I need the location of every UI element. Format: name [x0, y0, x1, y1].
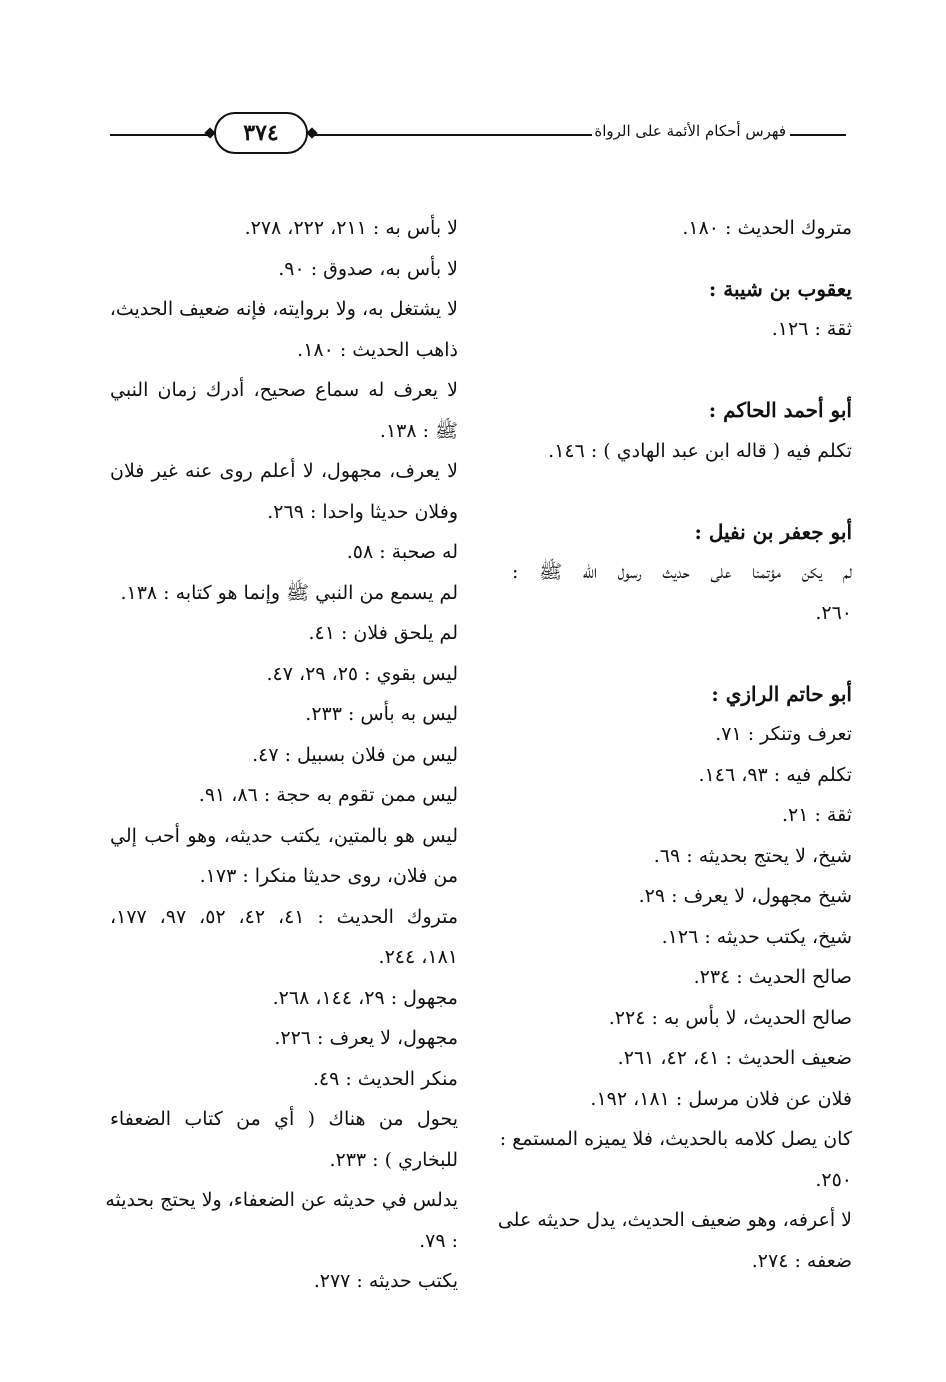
- entry-line: لا أعرفه، وهو ضعيف الحديث، يدل حديثه على: [497, 1209, 852, 1231]
- entry-line: شيخ، لا يحتج بحديثه : ٦٩.: [653, 844, 852, 867]
- entry-line: تعرف وتنكر : ٧١.: [715, 723, 852, 745]
- running-title: فهرس أحكام الأئمة على الرواة: [594, 122, 786, 140]
- entry-line: ليس هو بالمتين، يكتب حديثه، وهو أحب إلي: [110, 824, 458, 847]
- entry-line: منكر الحديث : ٤٩.: [312, 1067, 458, 1090]
- entry-line: لا بأس به، صدوق : ٩٠.: [278, 257, 458, 280]
- section-heading-abu-jafar-ibn-nufayl: أبو جعفر بن نفيل :: [694, 519, 852, 544]
- entry-line: للبخاري ) : ٢٣٣.: [329, 1148, 458, 1171]
- header-rule-middle: [310, 134, 610, 136]
- entry-line: ليس به بأس : ٢٣٣.: [305, 703, 458, 725]
- entry-line: شيخ، يكتب حديثه : ١٢٦.: [661, 925, 852, 948]
- entry-line: لا بأس به : ٢١١، ٢٢٢، ٢٧٨.: [244, 217, 458, 239]
- header-rule-left: [110, 134, 212, 136]
- entry-line: لم يلحق فلان : ٤١.: [308, 622, 458, 644]
- entry-line: يكتب حديثه : ٢٧٧.: [313, 1270, 458, 1292]
- entry-line: : ٧٩.: [419, 1229, 458, 1252]
- entry-line: تكلم فيه ( قاله ابن عبد الهادي ) : ١٤٦.: [548, 439, 852, 462]
- entry-line: وفلان حديثا واحدا : ٢٦٩.: [267, 500, 458, 523]
- entry-line: يحول من هناك ( أي من كتاب الضعفاء: [110, 1108, 458, 1130]
- entry-line: مجهول، لا يعرف : ٢٢٦.: [274, 1027, 458, 1049]
- section-heading-abu-ahmad-al-hakim: أبو أحمد الحاكم :: [708, 398, 852, 422]
- entry-line: متروك الحديث : ٤١، ٤٢، ٥٢، ٩٧، ١٧٧،: [110, 905, 459, 928]
- entry-line: ضعيف الحديث : ٤١، ٤٢، ٢٦١.: [617, 1047, 852, 1069]
- entry-line: صالح الحديث، لا بأس به : ٢٢٤.: [608, 1006, 852, 1029]
- entry-line: ليس بقوي : ٢٥، ٢٩، ٤٧.: [266, 662, 458, 685]
- entry-line: تكلم فيه : ٩٣، ١٤٦.: [698, 763, 852, 786]
- entry-line: يدلس في حديثه عن الضعفاء، ولا يحتج بحديثه: [105, 1189, 458, 1211]
- entry-line: لا يعرف، مجهول، لا أعلم روى عنه غير فلان: [110, 460, 458, 482]
- page-number: ٣٧٤: [243, 120, 279, 146]
- entry-line: لا يعرف له سماع صحيح، أدرك زمان النبي: [110, 379, 458, 401]
- header-rule-right: [790, 134, 846, 136]
- entry-line: لم يكن مؤتمنا على حديث رسول الله ﷺ :: [512, 561, 852, 583]
- section-heading-abu-hatim-al-razi: أبو حاتم الرازي :: [711, 681, 852, 706]
- left-column: [105, 208, 459, 1302]
- page-number-ornament: [214, 112, 308, 154]
- entry-line: ٢٥٠.: [815, 1168, 852, 1191]
- entry-line: متروك الحديث : ١٨٠.: [682, 217, 852, 239]
- entry-line: لا يشتغل به، ولا بروايته، فإنه ضعيف الحديث،: [109, 298, 458, 320]
- entry-line: من فلان، روى حديثا منكرا : ١٧٣.: [199, 865, 458, 887]
- entry-line: شيخ مجهول، لا يعرف : ٢٩.: [638, 885, 852, 907]
- entry-line: ٢٦٠.: [815, 601, 852, 624]
- entry-line: ليس ممن تقوم به حجة : ٨٦، ٩١.: [198, 784, 458, 806]
- entry-line: ﷺ : ١٣٨.: [379, 419, 458, 442]
- entry-line: لم يسمع من النبي ﷺ وإنما هو كتابه : ١٣٨.: [120, 581, 458, 604]
- entry-line: ١٨١، ٢٤٤.: [378, 946, 458, 968]
- entry-line: ثقة : ٢١.: [781, 804, 852, 826]
- entry-line: ليس من فلان بسبيل : ٤٧.: [252, 743, 458, 766]
- entry-line: فلان عن فلان مرسل : ١٨١، ١٩٢.: [590, 1087, 852, 1110]
- entry-line: صالح الحديث : ٢٣٤.: [693, 966, 852, 988]
- entry-line: له صحبة : ٥٨.: [346, 541, 458, 563]
- entry-line: ذاهب الحديث : ١٨٠.: [297, 338, 458, 361]
- section-heading-yaqub-ibn-shayba: يعقوب بن شيبة :: [708, 276, 852, 301]
- entry-line: ضعفه : ٢٧٤.: [751, 1249, 852, 1272]
- entry-line: ثقة : ١٢٦.: [771, 318, 852, 340]
- page-header: [110, 108, 846, 160]
- right-column: [497, 208, 852, 1281]
- entry-line: كان يصل كلامه بالحديث، فلا يميزه المستمع :: [499, 1128, 852, 1150]
- entry-line: مجهول : ٢٩، ١٤٤، ٢٦٨.: [272, 986, 458, 1009]
